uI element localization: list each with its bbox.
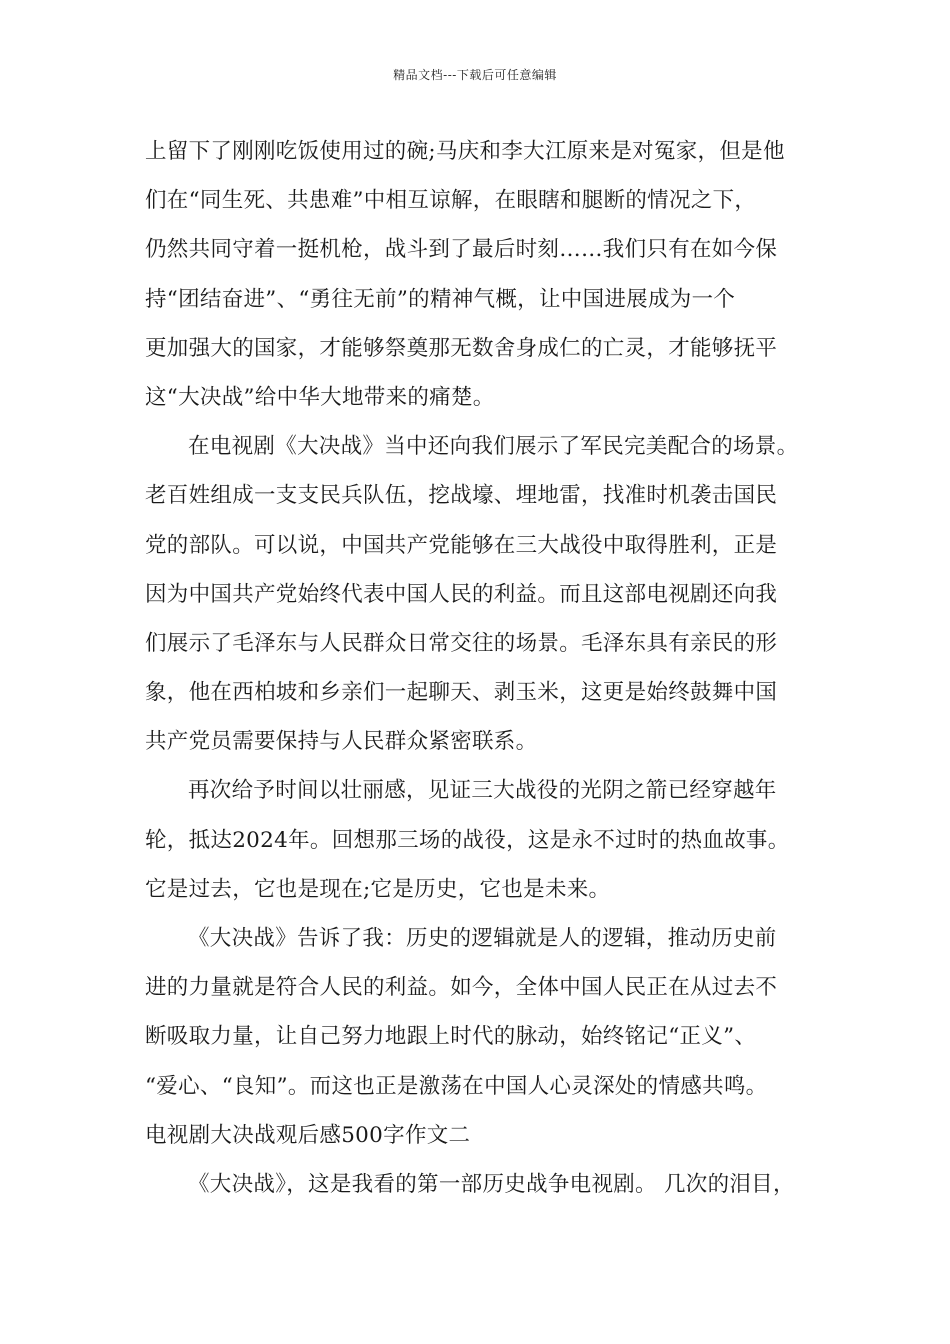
text-line: 党的部队。可以说，中国共产党能够在三大战役中取得胜利，正是	[145, 532, 778, 558]
paragraph-start-line: 《大决战》，这是我看的第一部历史战争电视剧。 几次的泪目，	[188, 1171, 795, 1197]
text-line: 它是过去，它也是现在;它是历史，它也是未来。	[145, 876, 611, 902]
text-line: 象，他在西柏坡和乡亲们一起聊天、剥玉米，这更是始终鼓舞中国	[145, 680, 778, 706]
page-header: 精品文档---下载后可任意编辑	[393, 68, 557, 82]
text-line: 上留下了刚刚吃饭使用过的碗;马庆和李大江原来是对冤家，但是他	[145, 139, 785, 164]
text-line: 更加强大的国家，才能够祭奠那无数舍身成仁的亡灵，才能够抚平	[145, 335, 778, 361]
paragraph-start-line: 在电视剧《大决战》当中还向我们展示了军民完美配合的场景。	[188, 434, 799, 460]
text-line: 轮，抵达2024年。回想那三场的战役，这是永不过时的热血故事。	[145, 827, 790, 853]
text-line: “爱心、“良知”。而这也正是激荡在中国人心灵深处的情感共鸣。	[145, 1073, 768, 1099]
text-line: 老百姓组成一支支民兵队伍，挖战壕、埋地雷，找准时机袭击国民	[145, 483, 778, 509]
section-heading: 电视剧大决战观后感500字作文二	[145, 1122, 471, 1148]
text-line: 断吸取力量，让自己努力地跟上时代的脉动，始终铭记“正义”、	[145, 1024, 757, 1050]
document-body	[145, 134, 825, 1216]
text-line: 共产党员需要保持与人民群众紧密联系。	[145, 729, 538, 755]
text-line: 进的力量就是符合人民的利益。如今，全体中国人民正在从过去不	[145, 975, 778, 1001]
text-line: 们在“同生死、共患难”中相互谅解，在眼瞎和腿断的情况之下，	[145, 188, 757, 214]
text-line: 们展示了毛泽东与人民群众日常交往的场景。毛泽东具有亲民的形	[145, 630, 778, 656]
text-line: 持“团结奋进”、“勇往无前”的精神气概，让中国进展成为一个	[145, 286, 736, 312]
text-line: 因为中国共产党始终代表中国人民的利益。而且这部电视剧还向我	[145, 581, 778, 607]
text-line: 仍然共同守着一挺机枪，战斗到了最后时刻……我们只有在如今保	[145, 237, 778, 263]
text-line: 这“大决战”给中华大地带来的痛楚。	[145, 384, 495, 410]
paragraph-start-line: 《大决战》告诉了我：历史的逻辑就是人的逻辑，推动历史前	[188, 926, 777, 951]
paragraph-start-line: 再次给予时间以壮丽感，见证三大战役的光阴之箭已经穿越年	[188, 778, 777, 804]
